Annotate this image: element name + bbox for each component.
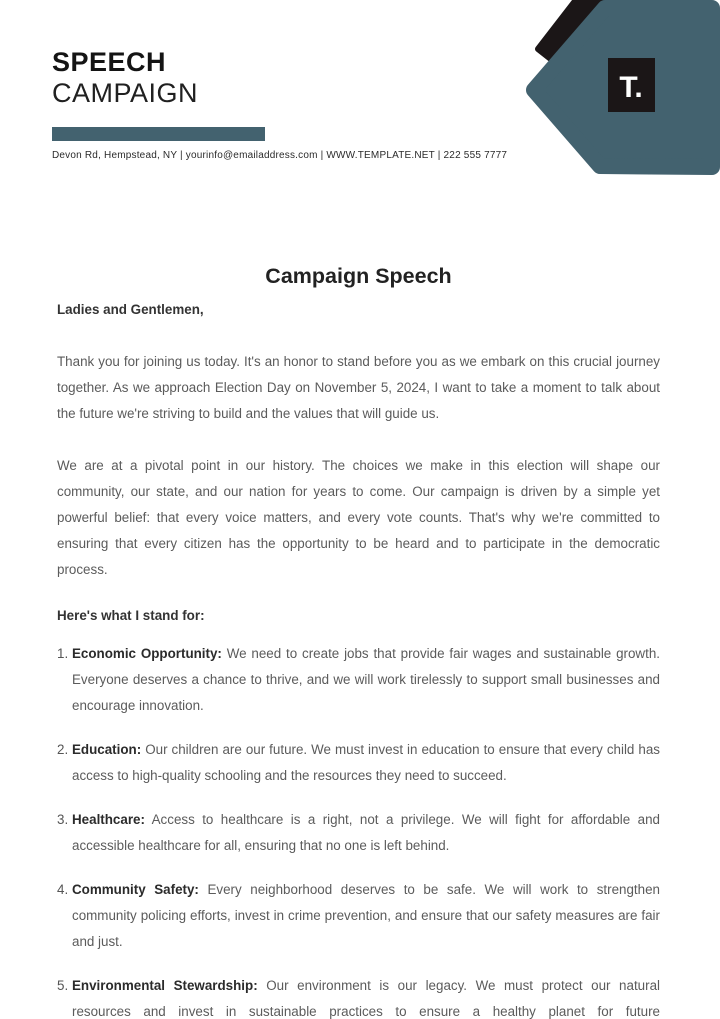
salutation: Ladies and Gentlemen,	[57, 302, 204, 317]
list-item	[57, 641, 660, 719]
list-item-title: Education:	[72, 742, 142, 757]
stance-list	[57, 641, 660, 1019]
page-title: Campaign Speech	[265, 264, 452, 288]
speech-body	[57, 262, 660, 1019]
brand-logo: T.	[619, 71, 643, 104]
list-item-number: 3.	[57, 812, 69, 827]
list-item	[57, 877, 660, 955]
accent-bar	[52, 127, 265, 141]
list-intro: Here's what I stand for:	[57, 608, 205, 623]
brand-name-line1: SPEECH	[52, 47, 167, 77]
brand-name-line2: CAMPAIGN	[52, 78, 199, 108]
list-item-text: We need to create jobs that provide fair wages and sustainable growth. Everyone deserves a chance to thrive, and we will work tirelessly to support small businesses and encourage innovation.	[72, 646, 660, 713]
list-item-title: Environmental Stewardship:	[72, 978, 258, 993]
contact-info: Devon Rd, Hempstead, NY | yourinfo@emailaddress.com | WWW.TEMPLATE.NET | 222 555 7777	[52, 150, 508, 161]
list-item-text: Our environment is our legacy. We must protect our natural resources and invest in sustainable practices to ensure a healthy planet for future	[72, 978, 660, 1019]
list-item-title: Healthcare:	[72, 812, 145, 827]
list-item-title: Economic Opportunity:	[72, 646, 222, 661]
list-item	[57, 737, 660, 789]
list-item	[57, 807, 660, 859]
list-item	[57, 973, 660, 1019]
list-item-number: 5.	[57, 978, 69, 993]
corner-graphic	[500, 0, 720, 185]
list-item-text: Our children are our future. We must invest in education to ensure that every child has access to high-quality schooling and the resources they need to succeed.	[72, 742, 660, 783]
list-item-number: 1.	[57, 646, 69, 661]
list-item-number: 2.	[57, 742, 69, 757]
brand-block	[52, 47, 198, 109]
list-item-text: Access to healthcare is a right, not a privilege. We will fight for affordable and accessible healthcare for all, ensuring that no one is left behind.	[72, 812, 660, 853]
speech-paragraph: We are at a pivotal point in our history. The choices we make in this election will shape our community, our state, and our nation for years to come. Our campaign is driven by a simple yet powerful belief: that every voice matters, and every vote counts. That's why we're committed to ensuring that every citizen has the opportunity to be heard and to participate in the democratic process.	[57, 458, 660, 577]
speech-paragraph: Thank you for joining us today. It's an honor to stand before you as we embark on this crucial journey together. As we approach Election Day on November 5, 2024, I want to take a moment to talk about the future we're striving to build and the values that will guide us.	[57, 354, 660, 421]
list-item-text: Every neighborhood deserves to be safe. We will work to strengthen community policing efforts, invest in crime prevention, and ensure that our safety measures are fair and just.	[72, 882, 660, 949]
list-item-title: Community Safety:	[72, 882, 199, 897]
list-item-number: 4.	[57, 882, 69, 897]
